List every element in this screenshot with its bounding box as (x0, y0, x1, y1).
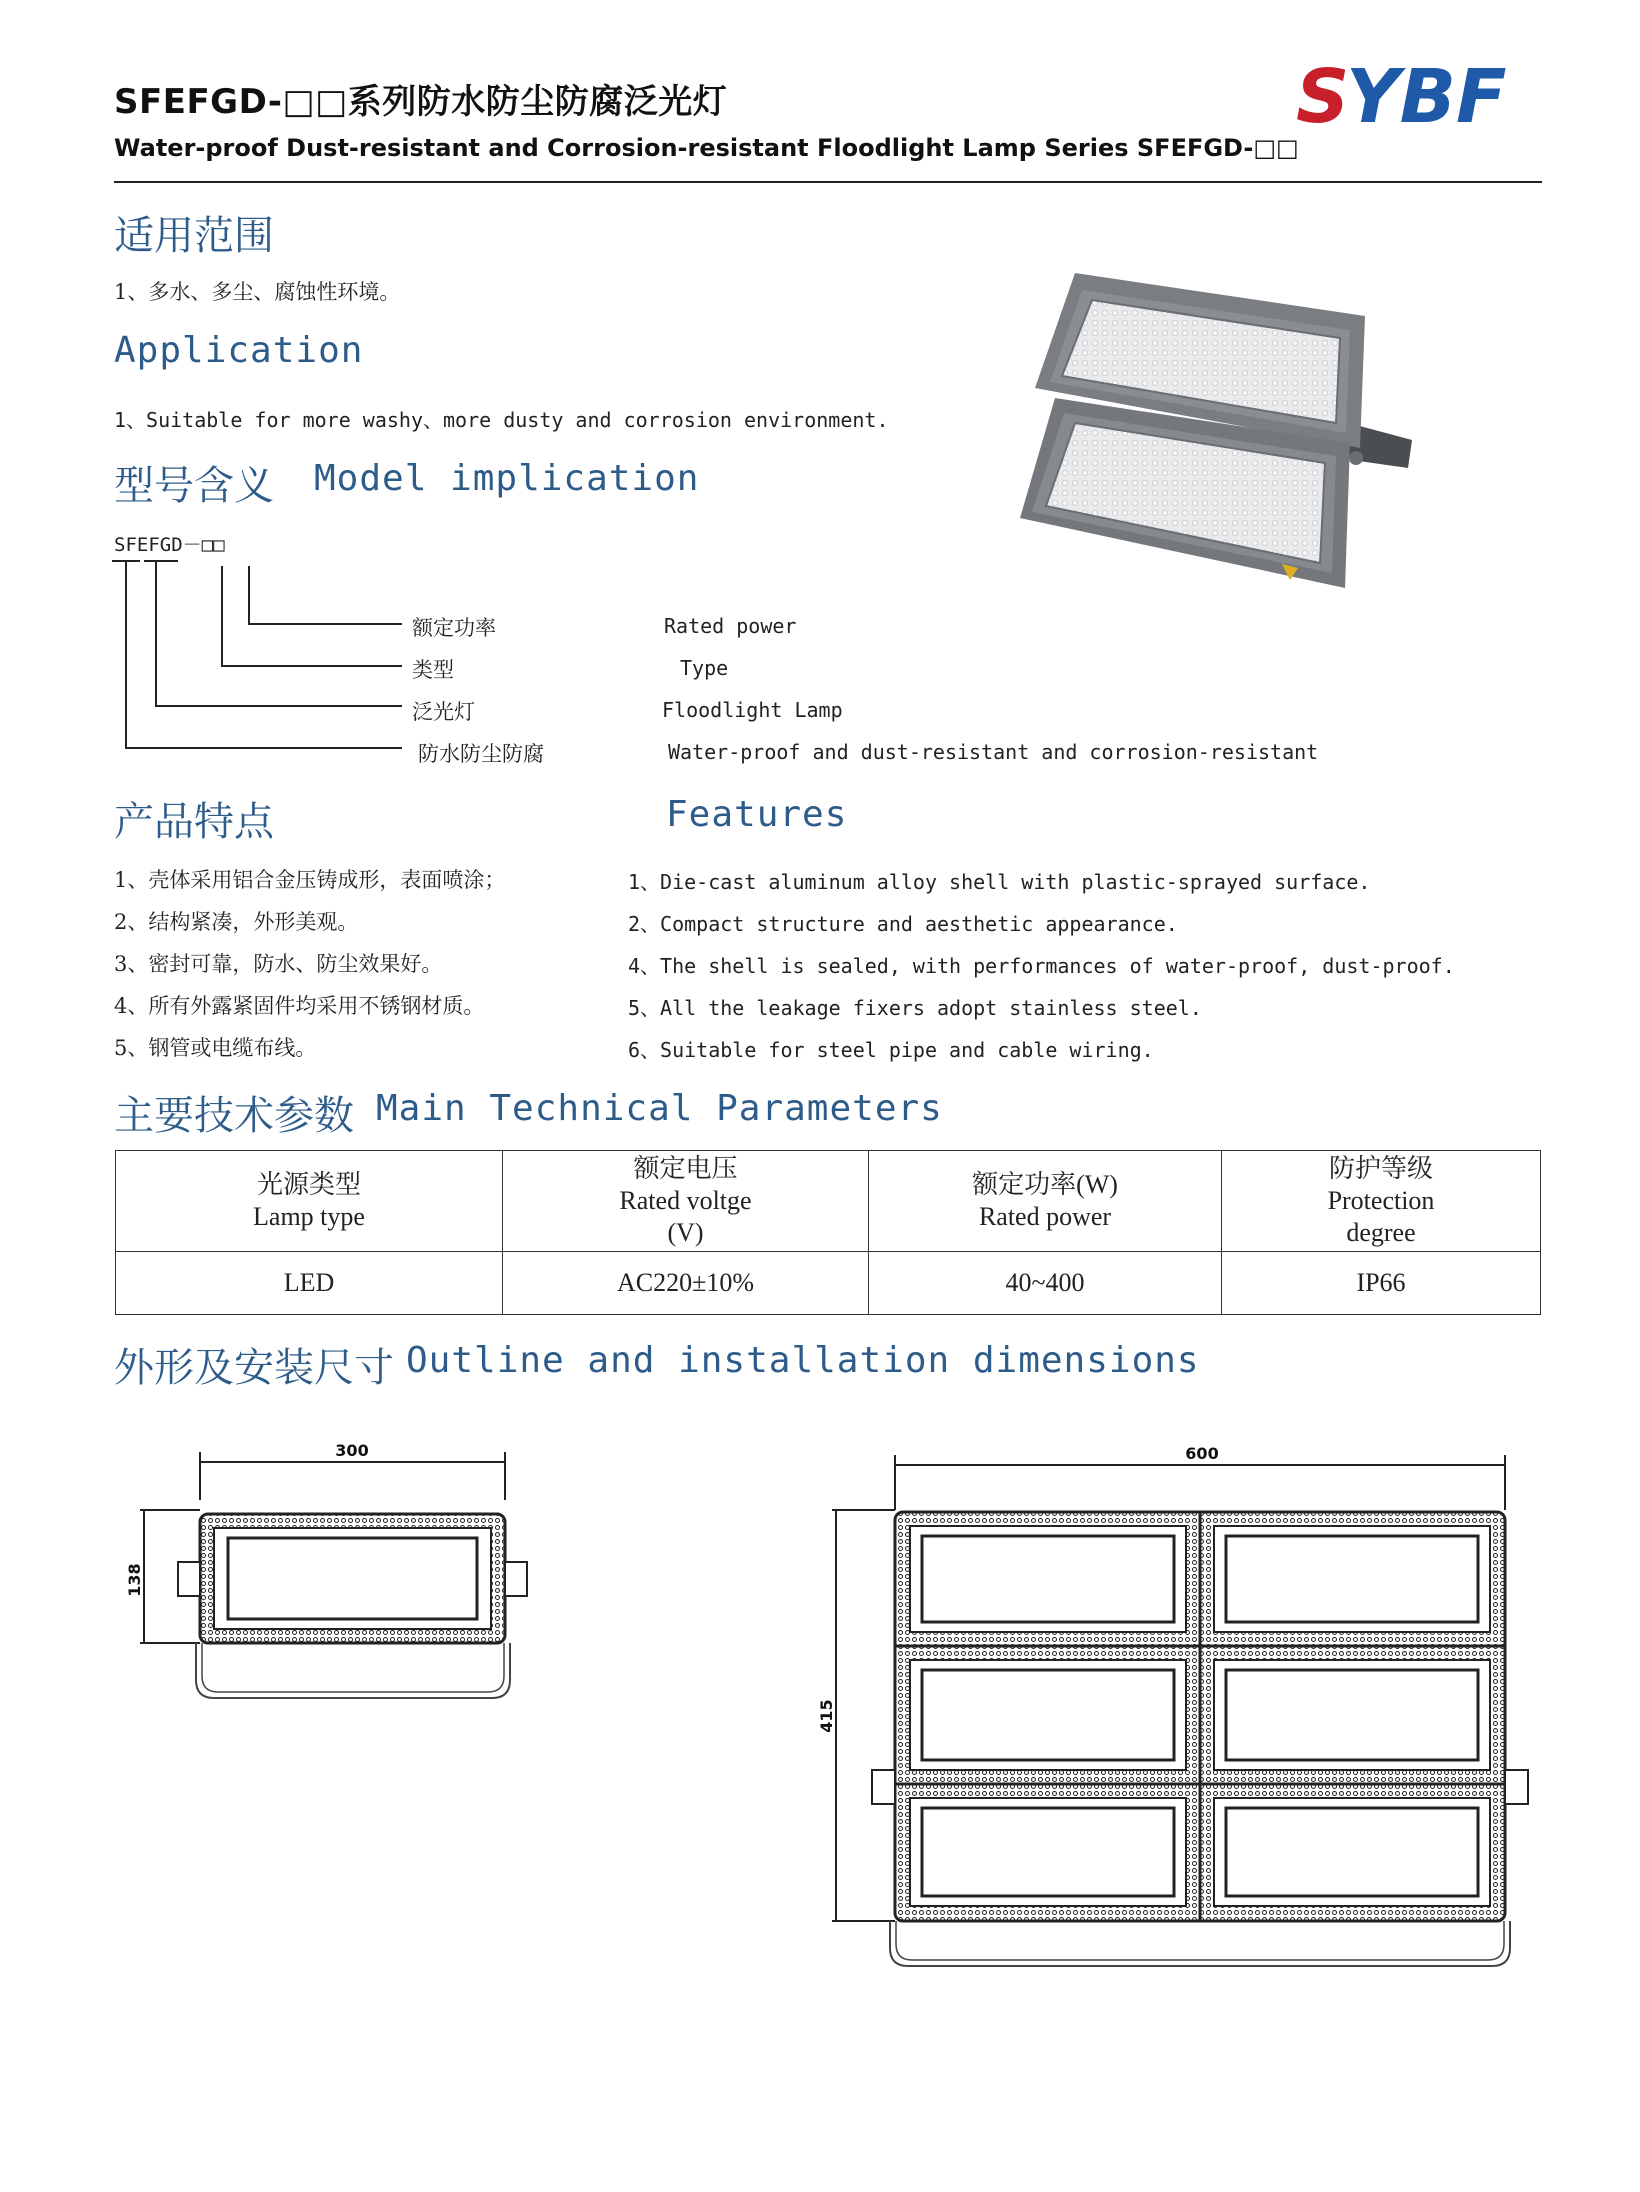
application-item-en: 1、Suitable for more washy、more dusty and corrosion environment. (114, 408, 889, 432)
model-part-3-cn: 泛光灯 (412, 700, 475, 724)
model-heading-cn: 型号含义 (114, 463, 274, 509)
model-part-4-cn: 防水防尘防腐 (418, 742, 544, 766)
model-code: SFEFGD－□□ (114, 534, 225, 556)
dimensions-heading-en: Outline and installation dimensions (406, 1340, 1200, 1381)
header-cell-unit: (V) (667, 1218, 704, 1247)
model-part-2-cn: 类型 (412, 658, 454, 682)
parameters-table (115, 1150, 1541, 1315)
sybf-logo (1296, 54, 1532, 140)
dimension-height-label: 415 (817, 1699, 836, 1733)
model-part-1-cn: 额定功率 (412, 616, 496, 640)
logo-letter-s: S (1296, 54, 1350, 140)
feature-item-cn: 2、结构紧凑，外形美观。 (114, 910, 359, 934)
floodlight-product-image (1020, 268, 1430, 598)
features-heading-cn: 产品特点 (114, 799, 274, 845)
feature-item-en: 6、Suitable for steel pipe and cable wiring. (628, 1038, 1154, 1062)
header-cell-cn: 额定功率(W) (972, 1170, 1118, 1199)
outline-drawing-small (125, 1440, 550, 1700)
params-heading-cn: 主要技术参数 (114, 1093, 354, 1139)
feature-item-en: 5、All the leakage fixers adopt stainless steel. (628, 996, 1202, 1020)
value-rated-power: 40~400 (869, 1252, 1222, 1315)
header-cell-en: Protection (1327, 1186, 1435, 1215)
model-heading-en: Model implication (314, 458, 700, 499)
model-part-1-en: Rated power (664, 614, 797, 638)
header-cell-cn: 防护等级 (1328, 1154, 1433, 1183)
header-rated-voltage (503, 1151, 869, 1252)
feature-item-en: 4、The shell is sealed, with performances of water-proof, dust-proof. (628, 954, 1455, 978)
dimension-height-label: 138 (125, 1563, 144, 1597)
model-part-2-en: Type (680, 656, 729, 680)
params-heading-en: Main Technical Parameters (376, 1088, 943, 1129)
header-cell-en: Lamp type (253, 1202, 365, 1231)
header-divider (114, 181, 1542, 183)
header-cell-cn: 光源类型 (256, 1170, 361, 1199)
value-rated-voltage: AC220±10% (503, 1252, 869, 1315)
header-cell-en: Rated voltge (619, 1186, 752, 1215)
application-heading-en: Application (114, 330, 364, 371)
header-cell-en: degree (1346, 1218, 1416, 1247)
feature-item-en: 1、Die-cast aluminum alloy shell with plastic-sprayed surface. (628, 870, 1371, 894)
feature-item-en: 2、Compact structure and aesthetic appearance. (628, 912, 1178, 936)
feature-item-cn: 5、钢管或电缆布线。 (114, 1036, 317, 1060)
table-row (116, 1252, 1541, 1315)
header-lamp-type (116, 1151, 503, 1252)
header-cell-en: Rated power (978, 1202, 1112, 1231)
value-lamp-type: LED (116, 1252, 503, 1315)
model-code-tree-diagram (112, 556, 412, 766)
dimension-width-label: 600 (1185, 1444, 1219, 1463)
header-cell-cn: 额定电压 (633, 1154, 738, 1183)
feature-item-cn: 1、壳体采用铝合金压铸成形，表面喷涂； (114, 868, 506, 892)
page-title-cn: SFEFGD-□□系列防水防尘防腐泛光灯 (114, 82, 728, 122)
header-rated-power (869, 1151, 1222, 1252)
model-part-3-en: Floodlight Lamp (662, 698, 843, 722)
features-heading-en: Features (666, 794, 848, 835)
header-protection-degree (1222, 1151, 1541, 1252)
application-item-cn: 1、多水、多尘、腐蚀性环境。 (114, 280, 401, 304)
value-protection-degree: IP66 (1222, 1252, 1541, 1315)
feature-item-cn: 3、密封可靠，防水、防尘效果好。 (114, 952, 443, 976)
table-header-row (116, 1151, 1541, 1252)
logo-letters-ybf: YBF (1346, 54, 1507, 140)
feature-item-cn: 4、所有外露紧固件均采用不锈钢材质。 (114, 994, 485, 1018)
application-heading-cn: 适用范围 (114, 213, 274, 259)
page-title-en: Water-proof Dust-resistant and Corrosion-resistant Floodlight Lamp Series SFEFGD-□□ (114, 134, 1299, 162)
dimensions-heading-cn: 外形及安装尺寸 (114, 1345, 394, 1391)
dimension-width-label: 300 (335, 1441, 369, 1460)
model-part-4-en: Water-proof and dust-resistant and corrosion-resistant (668, 740, 1319, 764)
outline-drawing-large (817, 1440, 1550, 1970)
